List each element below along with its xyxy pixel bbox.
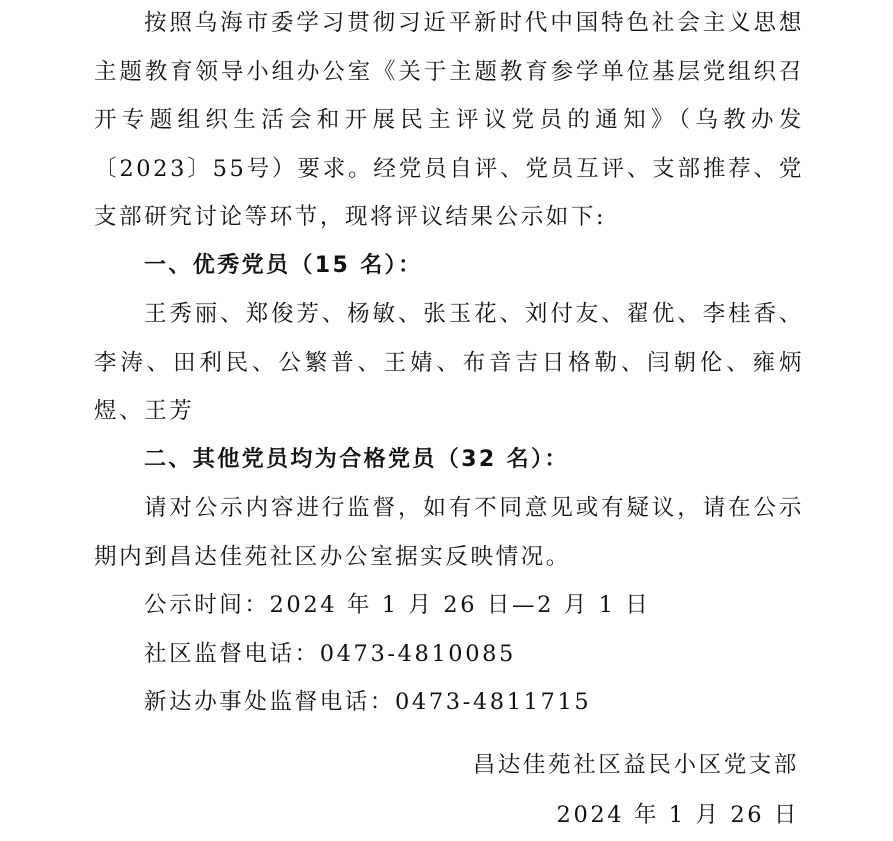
community-phone: 社区监督电话：0473-4810085 [144,640,516,667]
intro-paragraph: 按照乌海市委学习贯彻习近平新时代中国特色社会主义思想主题教育领导小组办公室《关于主题教育参学单位基层党组织召开专题组织生活会和开展民主评议党员的通知》（乌教办发〔2023〕55号）要求。经党员自评、党员互评、支部推荐、党支部研究讨论等环节，现将评议结果公示如下: [94,10,804,230]
signature-organization: 昌达佳苑社区益民小区党支部 [472,752,799,778]
section-2-heading: 二、其他党员均为合格党员（32 名）： [144,446,569,472]
signature-date: 2024 年 1 月 26 日 [556,802,799,828]
notice-body [94,0,804,727]
supervision-paragraph: 请对公示内容进行监督，如有不同意见或有疑议，请在公示期内到昌达佳苑社区办公室据实反映情况。 [94,495,804,570]
office-phone: 新达办事处监督电话：0473-4811715 [144,689,592,715]
publicity-period: 公示时间：2024 年 1 月 26 日—2 月 1 日 [144,592,651,618]
excellent-members-list: 王秀丽、郑俊芳、杨敏、张玉花、刘付友、翟优、李桂香、李涛、田利民、公繁普、王婧、布音吉日格勒、闫朝伦、雍炳煜、王芳 [94,301,804,424]
section-1-heading: 一、优秀党员（15 名）： [144,252,423,278]
